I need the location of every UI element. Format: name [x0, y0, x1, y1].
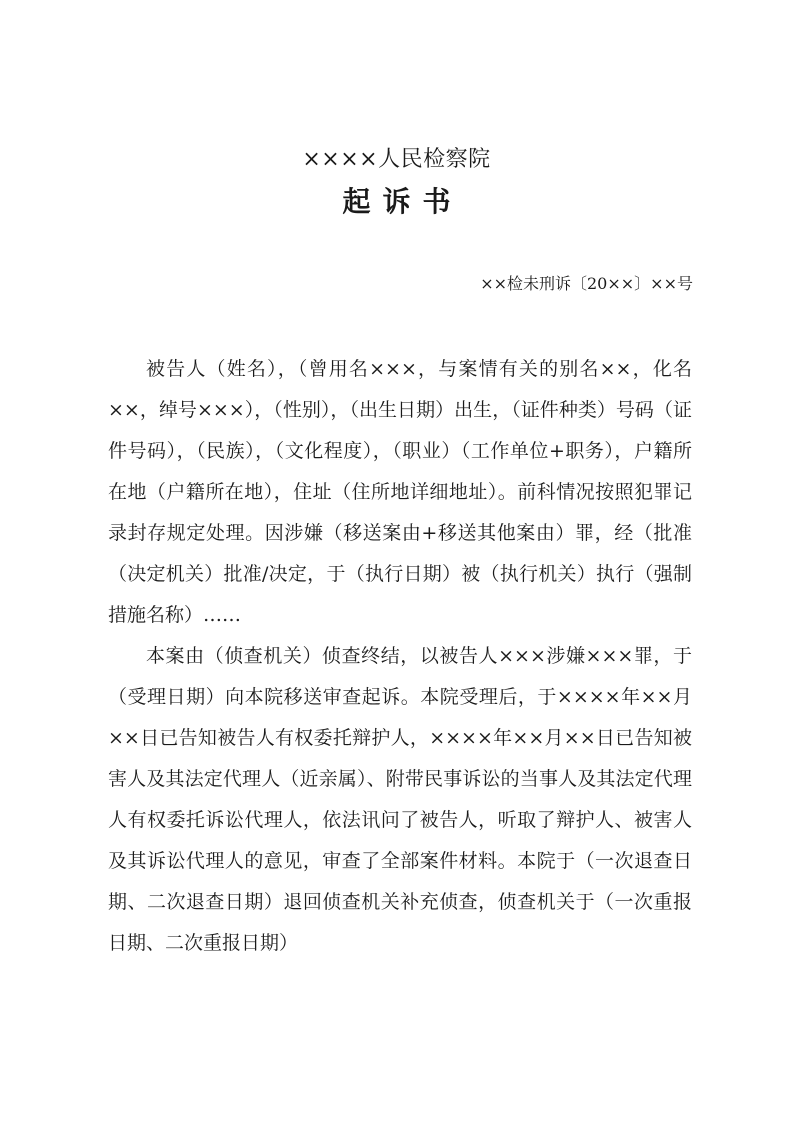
case-procedure-paragraph: 本案由（侦查机关）侦查终结，以被告人×××涉嫌×××罪，于（受理日期）向本院移送审查起诉。本院受理后，于××××年××月××日已告知被告人有权委托辩护人，××××年××月××日已告知被害人及其法定代理人（近亲属）、附带民事诉讼的当事人及其法定代理人有权委托诉讼代理人，依法讯问了被告人，听取了辩护人、被害人及其诉讼代理人的意见，审查了全部案件材料。本院于（一次退查日期、二次退查日期）退回侦查机关补充侦查，侦查机关于（一次重报日期、二次重报日期） [108, 645, 692, 954]
document-body [108, 349, 692, 964]
document-title: 起诉书 [342, 185, 463, 218]
procuratorate-name: ××××人民检察院 [302, 147, 491, 172]
document-number: ××检未刑诉〔20××〕××号 [480, 274, 693, 293]
defendant-info-paragraph: 被告人（姓名），（曾用名×××，与案情有关的别名××，化名××，绰号×××），（性别），（出生日期）出生，（证件种类）号码（证件号码），（民族），（文化程度），（职业）（工作单位+职务），户籍所在地（户籍所在地），住址（住所地详细地址）。前科情况按照犯罪记录封存规定处理。因涉嫌（移送案由+移送其他案由）罪，经（批准（决定机关）批准/决定，于（执行日期）被（执行机关）执行（强制措施名称）…… [108, 358, 692, 626]
